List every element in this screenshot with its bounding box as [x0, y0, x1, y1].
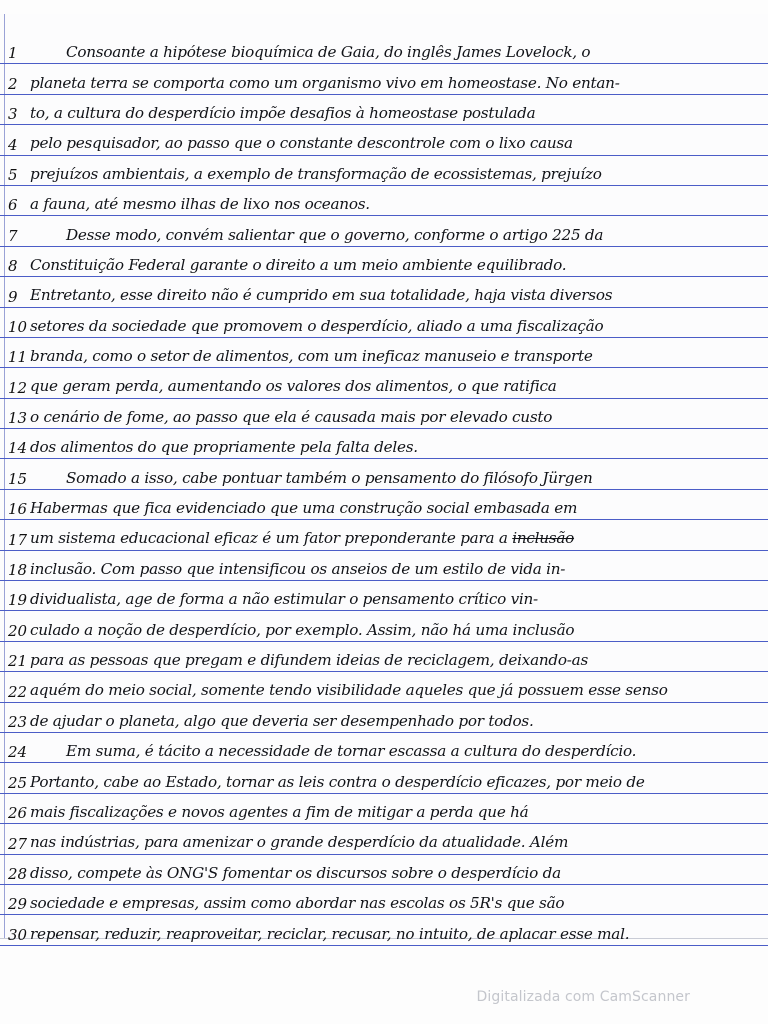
line-text — [30, 76, 754, 91]
line-number: 21 — [8, 652, 28, 671]
line-number: 2 — [8, 74, 18, 93]
line-number: 27 — [8, 834, 28, 853]
handwritten-essay — [0, 34, 768, 946]
line-number: 10 — [8, 317, 28, 336]
line-text — [30, 471, 754, 486]
line-number: 17 — [8, 530, 28, 549]
essay-line — [0, 794, 768, 824]
line-text-content: planeta terra se comporta como um organismo vivo em homeostase. No entan- — [30, 75, 620, 91]
line-text-content: pelo pesquisador, ao passo que o constante descontrole com o lixo causa — [30, 136, 573, 152]
lined-paper-sheet — [0, 14, 768, 944]
line-text — [30, 714, 754, 729]
line-text-content: dos alimentos do que propriamente pela falta deles. — [30, 440, 418, 456]
essay-line — [0, 277, 768, 307]
line-text — [30, 410, 754, 425]
line-text-content: de ajudar o planeta, algo que deveria ser desempenhado por todos. — [30, 713, 534, 729]
line-text — [30, 653, 754, 668]
line-number: 25 — [8, 773, 28, 792]
line-text — [30, 805, 754, 820]
line-text-content: Constituição Federal garante o direito a um meio ambiente equilibrado. — [30, 257, 567, 274]
essay-line — [0, 855, 768, 885]
line-text-content: o cenário de fome, ao passo que ela é causada mais por elevado custo — [30, 409, 553, 426]
line-text — [30, 683, 754, 698]
essay-line — [0, 885, 768, 915]
line-number: 8 — [8, 257, 18, 276]
line-text — [30, 866, 754, 881]
essay-line — [0, 338, 768, 368]
essay-line — [0, 551, 768, 581]
line-text — [30, 896, 754, 911]
line-text-content: Desse modo, convém salientar que o governo, conforme o artigo 225 da — [66, 227, 604, 243]
line-text-content: nas indústrias, para amenizar o grande desperdício da atualidade. Além — [30, 835, 569, 851]
line-text-content: repensar, reduzir, reaproveitar, reciclar, recusar, no intuito, de aplacar esse mal. — [30, 926, 630, 942]
line-text-content: Consoante a hipótese bioquímica de Gaia, do inglês James Lovelock, o — [66, 45, 591, 61]
line-text-content: um sistema educacional eficaz é um fator preponderante para a — [30, 531, 508, 547]
line-text-content: para as pessoas que pregam e difundem ideias de reciclagem, deixando-as — [30, 653, 589, 669]
line-text-content: a fauna, até mesmo ilhas de lixo nos oceanos. — [30, 197, 370, 213]
line-text-content: setores da sociedade que promovem o desperdício, aliado a uma fiscalização — [30, 318, 604, 334]
line-number: 13 — [8, 409, 28, 428]
line-text — [30, 592, 754, 607]
line-number: 9 — [8, 287, 18, 306]
line-text — [30, 379, 754, 394]
line-text-content: inclusão. Com passo que intensificou os anseios de um estilo de vida in- — [30, 561, 566, 578]
line-text — [30, 45, 754, 60]
essay-line — [0, 642, 768, 672]
essay-line — [0, 824, 768, 854]
line-text — [30, 319, 754, 334]
essay-line — [0, 64, 768, 94]
essay-line — [0, 247, 768, 277]
line-text-content: branda, como o setor de alimentos, com um ineficaz manuseio e transporte — [30, 349, 593, 365]
line-number: 20 — [8, 621, 28, 640]
line-number: 24 — [8, 743, 28, 762]
line-text-content: aquém do meio social, somente tendo visibilidade aqueles que já possuem esse senso — [30, 683, 668, 699]
line-number: 23 — [8, 712, 28, 731]
line-text-content: Portanto, cabe ao Estado, tornar as leis contra o desperdício eficazes, por meio de — [30, 774, 645, 790]
essay-line — [0, 95, 768, 125]
line-number: 3 — [8, 105, 18, 124]
line-text-content: Habermas que fica evidenciado que uma construção social embasada em — [30, 501, 578, 517]
essay-line — [0, 125, 768, 155]
line-text-content: disso, compete às ONG'S fomentar os discursos sobre o desperdício da — [30, 865, 561, 881]
struck-word: inclusão — [512, 531, 575, 547]
line-text-content: que geram perda, aumentando os valores dos alimentos, o que ratifica — [30, 379, 557, 395]
line-number: 19 — [8, 591, 28, 610]
line-text — [30, 258, 754, 273]
essay-line — [0, 459, 768, 489]
line-number: 1 — [8, 44, 18, 63]
line-number: 30 — [8, 925, 28, 944]
line-text-content: Entretanto, esse direito não é cumprido em sua totalidade, haja vista diversos — [30, 288, 613, 304]
line-text-content: sociedade e empresas, assim como abordar nas escolas os 5R's que são — [30, 896, 565, 912]
essay-line — [0, 915, 768, 945]
line-number: 18 — [8, 561, 28, 580]
line-number: 6 — [8, 196, 18, 215]
line-text — [30, 562, 754, 577]
line-text — [30, 349, 754, 364]
essay-line — [0, 672, 768, 702]
line-number: 26 — [8, 804, 28, 823]
line-number: 11 — [8, 348, 28, 367]
line-number: 4 — [8, 135, 18, 154]
line-number: 14 — [8, 439, 28, 458]
line-text — [30, 288, 754, 303]
essay-line — [0, 156, 768, 186]
essay-line — [0, 429, 768, 459]
essay-line — [0, 763, 768, 793]
line-text — [30, 927, 754, 942]
line-number: 5 — [8, 165, 18, 184]
line-number: 15 — [8, 469, 28, 488]
line-number: 22 — [8, 682, 28, 701]
scanner-watermark: Digitalizada com CamScanner — [476, 989, 690, 1005]
essay-line — [0, 308, 768, 338]
essay-line — [0, 216, 768, 246]
line-text — [30, 167, 754, 182]
line-text — [30, 440, 754, 455]
line-text — [30, 197, 754, 212]
line-text — [30, 228, 754, 243]
line-text-content: Somado a isso, cabe pontuar também o pensamento do filósofo Jürgen — [66, 470, 593, 486]
essay-line — [0, 703, 768, 733]
line-text — [30, 501, 754, 516]
line-text — [30, 623, 754, 638]
essay-line — [0, 520, 768, 550]
line-text-content: dividualista, age de forma a não estimular o pensamento crítico vin- — [30, 592, 538, 608]
essay-line — [0, 611, 768, 641]
line-text-content: Em suma, é tácito a necessidade de tornar escassa a cultura do desperdício. — [66, 744, 637, 760]
line-number: 7 — [8, 226, 18, 245]
essay-line — [0, 581, 768, 611]
line-text — [30, 775, 754, 790]
line-number: 28 — [8, 864, 28, 883]
line-text-content: mais fiscalizações e novos agentes a fim de mitigar a perda que há — [30, 804, 529, 821]
essay-line — [0, 34, 768, 64]
line-text-content: culado a noção de desperdício, por exemplo. Assim, não há uma inclusão — [30, 622, 575, 638]
line-text — [30, 106, 754, 121]
essay-line — [0, 368, 768, 398]
line-number: 12 — [8, 378, 28, 397]
line-text — [30, 835, 754, 850]
essay-line — [0, 490, 768, 520]
line-text-content: to, a cultura do desperdício impõe desafios à homeostase postulada — [30, 105, 536, 122]
line-number: 29 — [8, 895, 28, 914]
line-text — [30, 531, 754, 546]
line-text — [30, 136, 754, 151]
line-text — [30, 744, 754, 759]
line-text-content: prejuízos ambientais, a exemplo de transformação de ecossistemas, prejuízo — [30, 166, 602, 182]
line-number: 16 — [8, 500, 28, 519]
essay-line — [0, 186, 768, 216]
essay-line — [0, 733, 768, 763]
essay-line — [0, 399, 768, 429]
